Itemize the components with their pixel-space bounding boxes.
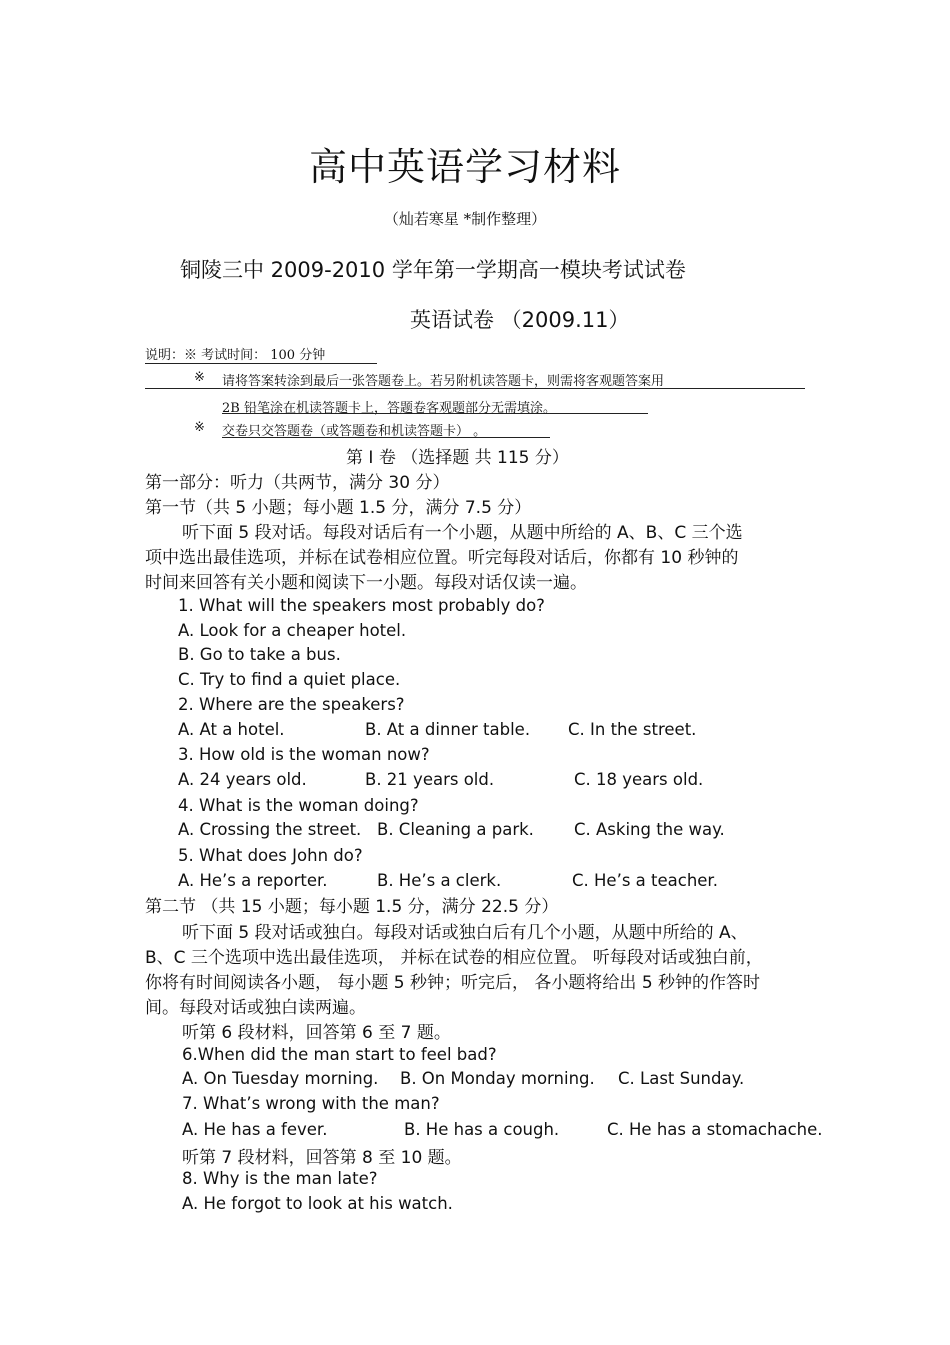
document-subtitle: （灿若寒星 *制作整理） <box>383 210 547 228</box>
note-line-3: 2B 铅笔涂在机读答题卡上，答题卷客观题部分无需填涂。 <box>222 401 556 416</box>
question-3: 3. How old is the woman now? <box>178 745 430 764</box>
option-5a: A. He’s a reporter. <box>178 871 328 890</box>
option-3c: C. 18 years old. <box>574 770 704 789</box>
section2-heading: 第二节 （共 15 小题；每小题 1.5 分，满分 22.5 分） <box>145 897 559 917</box>
question-4: 4. What is the woman doing? <box>178 796 419 815</box>
note-mark-2: ※ <box>194 370 205 385</box>
question-8: 8. Why is the man late? <box>182 1169 378 1188</box>
option-6a: A. On Tuesday morning. <box>182 1069 379 1088</box>
section1-heading: 第一节（共 5 小题；每小题 1.5 分，满分 7.5 分） <box>145 498 532 518</box>
option-2a: A. At a hotel. <box>178 720 285 739</box>
section2-instruction: 间。每段对话或独白读两遍。 <box>145 998 366 1018</box>
note-underline-2 <box>145 388 805 389</box>
option-3b: B. 21 years old. <box>365 770 495 789</box>
note-underline-3 <box>222 413 648 414</box>
option-4a: A. Crossing the street. <box>178 820 362 839</box>
option-4c: C. Asking the way. <box>574 820 725 839</box>
note-line-2: 请将答案转涂到最后一张答题卷上。若另附机读答题卡，则需将客观题答案用 <box>222 374 665 389</box>
section1-instruction: 项中选出最佳选项，并标在试卷相应位置。听完每段对话后，你都有 10 秒钟的 <box>145 548 739 568</box>
option-2c: C. In the street. <box>568 720 697 739</box>
volume-heading: 第 Ⅰ 卷 （选择题 共 115 分） <box>346 448 569 468</box>
section2-instruction: B、C 三个选项中选出最佳选项， 并标在试卷的相应位置。 听每段对话或独白前， <box>145 948 763 968</box>
question-2: 2. Where are the speakers? <box>178 695 405 714</box>
option-5c: C. He’s a teacher. <box>572 871 718 890</box>
question-1: 1. What will the speakers most probably do? <box>178 596 545 615</box>
question-6: 6.When did the man start to feel bad? <box>182 1045 497 1064</box>
note-underline-1 <box>145 363 377 364</box>
document-title: 高中英语学习材料 <box>308 145 621 189</box>
question-7: 7. What’s wrong with the man? <box>182 1094 440 1113</box>
option-6c: C. Last Sunday. <box>618 1069 745 1088</box>
section2-instruction: 你将有时间阅读各小题， 每小题 5 秒钟；听完后， 各小题将给出 5 秒钟的作答时 <box>145 973 761 993</box>
exam-line: 英语试卷 （2009.11） <box>410 308 630 332</box>
option-4b: B. Cleaning a park. <box>377 820 534 839</box>
section1-instruction: 听下面 5 段对话。每段对话后有一个小题，从题中所给的 A、B、C 三个选 <box>182 523 743 543</box>
note-line-4: 交卷只交答题卷（或答题卷和机读答题卡） 。 <box>222 424 487 439</box>
option-2b: B. At a dinner table. <box>365 720 531 739</box>
option-1a: A. Look for a cheaper hotel. <box>178 621 407 640</box>
option-7a: A. He has a fever. <box>182 1120 328 1139</box>
option-7c: C. He has a stomachache. <box>607 1120 823 1139</box>
passage-7-prompt: 听第 7 段材料，回答第 8 至 10 题。 <box>182 1148 462 1168</box>
note-line-1: 说明：※ 考试时间： 100 分钟 <box>145 348 326 363</box>
option-1c: C. Try to find a quiet place. <box>178 670 401 689</box>
question-5: 5. What does John do? <box>178 846 363 865</box>
option-6b: B. On Monday morning. <box>400 1069 595 1088</box>
section1-instruction: 时间来回答有关小题和阅读下一小题。每段对话仅读一遍。 <box>145 573 587 593</box>
part1-heading: 第一部分：听力（共两节，满分 30 分） <box>145 473 450 493</box>
section2-instruction: 听下面 5 段对话或独白。每段对话或独白后有几个小题，从题中所给的 A、 <box>182 923 748 943</box>
option-8a: A. He forgot to look at his watch. <box>182 1194 453 1213</box>
option-1b: B. Go to take a bus. <box>178 645 341 664</box>
passage-6-prompt: 听第 6 段材料，回答第 6 至 7 题。 <box>182 1023 451 1043</box>
option-5b: B. He’s a clerk. <box>377 871 502 890</box>
school-line: 铜陵三中 2009-2010 学年第一学期高一模块考试试卷 <box>180 258 686 282</box>
note-underline-4 <box>222 437 550 438</box>
option-3a: A. 24 years old. <box>178 770 307 789</box>
note-mark-4: ※ <box>194 420 205 435</box>
option-7b: B. He has a cough. <box>404 1120 560 1139</box>
